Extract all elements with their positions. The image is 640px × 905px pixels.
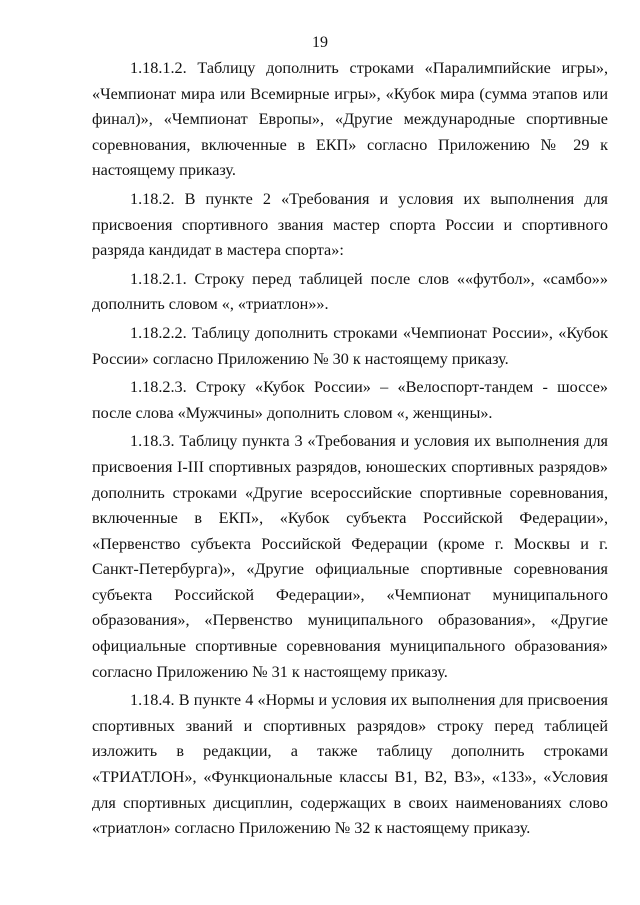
document-body xyxy=(92,56,608,845)
paragraph-1-18-4: 1.18.4. В пункте 4 «Нормы и условия их выполнения для присвоения спортивных званий и спортивных разрядов» строку перед таблицей изложить в редакции, а также таблицу дополнить строками «ТРИАТЛОН», «Функциональные классы В1, В2, В3», «133», «Условия для спортивных дисциплин, содержащих в своих наименованиях слово «триатлон» согласно Приложению № 32 к настоящему приказу. xyxy=(92,691,608,838)
paragraph-1-18-2: 1.18.2. В пункте 2 «Требования и условия их выполнения для присвоения спортивного звания мастер спорта России и спортивного разряда кандидат в мастера спорта»: xyxy=(92,189,608,260)
paragraph-1-18-1-2: 1.18.1.2. Таблицу дополнить строками «Паралимпийские игры», «Чемпионат мира или Всемирные игры», «Кубок мира (сумма этапов или финал)», «Чемпионат Европы», «Другие международные спортивные соревнования, включенные в ЕКП» согласно Приложению № 29 к настоящему приказу. xyxy=(92,59,608,180)
paragraph-1-18-2-2: 1.18.2.2. Таблицу дополнить строками «Чемпионат России», «Кубок России» согласно Приложению № 30 к настоящему приказу. xyxy=(92,323,608,368)
paragraph-1-18-2-3: 1.18.2.3. Строку «Кубок России» – «Велоспорт-тандем - шоссе» после слова «Мужчины» дополнить словом «, женщины». xyxy=(92,378,608,422)
paragraph-1-18-2-1: 1.18.2.1. Строку перед таблицей после слов ««футбол», «самбо»» дополнить словом «, «триатлон»». xyxy=(92,269,608,314)
paragraph-1-18-3: 1.18.3. Таблицу пункта 3 «Требования и условия их выполнения для присвоения I-III спортивных разрядов, юношеских спортивных разрядов» дополнить строками «Другие всероссийские спортивные соревнования, включенные в ЕКП», «Кубок субъекта Российской Федерации», «Первенство субъекта Российской Федерации (кроме г. Москвы и г. Санкт-Петербурга)», «Другие официальные спортивные соревнования субъекта Российской Федерации», «Чемпионат муниципального образования», «Первенство муниципального образования», «Другие официальные спортивные соревнования муниципального образования» согласно Приложению № 31 к настоящему приказу. xyxy=(92,432,608,681)
page-number: 19 xyxy=(312,34,328,51)
